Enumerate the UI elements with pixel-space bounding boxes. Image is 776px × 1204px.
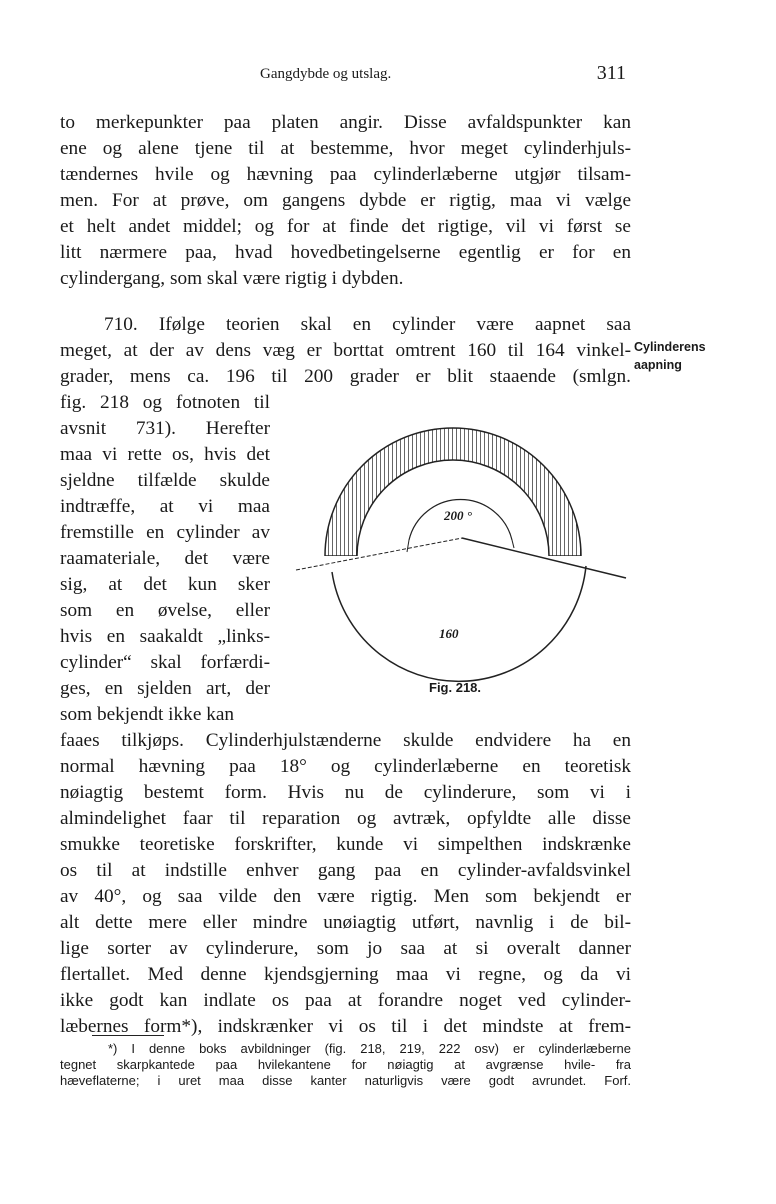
text-line: ene og alene tjene til at bestemme, hvor meget cylinderhjuls- xyxy=(60,138,631,159)
text-line: cylindergang, som skal være rigtig i dybden. xyxy=(60,268,404,289)
cylinder-wall xyxy=(325,428,581,556)
angle-label-160: 160 xyxy=(439,626,459,641)
text-line: læbernes form*), indskrænker vi os til i det mindste at frem- xyxy=(60,1016,631,1037)
text-line: lige sorter av cylinderure, som jo saa at si overalt danner xyxy=(60,938,631,959)
margin-note-line: Cylinderens xyxy=(634,340,706,354)
footnote-rule xyxy=(92,1035,164,1036)
text-line: sjeldne tilfælde skulde xyxy=(60,470,270,491)
text-line: maa vi rette os, hvis det xyxy=(60,444,270,465)
running-title: Gangdybde og utslag. xyxy=(260,66,392,82)
figure-218 xyxy=(284,400,634,700)
footnote-line: hæveflaterne; i uret maa disse kanter naturligvis være godt avrundet. Forf. xyxy=(60,1073,631,1088)
text-line: flertallet. Med denne kjendsgjerning maa vi regne, og da vi xyxy=(60,964,631,985)
page-header xyxy=(60,62,628,92)
page-number: 311 xyxy=(596,62,626,84)
text-line: et helt andet middel; og for at finde det rigtige, vil vi først se xyxy=(60,216,631,237)
text-line: cylinder“ skal forfærdi- xyxy=(60,652,270,673)
text-line: ikke godt kan indlate os paa at forandre noget ved cylinder- xyxy=(60,990,631,1011)
text-line: smukke teoretiske forskrifter, kunde vi simpelthen indskrænke xyxy=(60,834,631,855)
text-line: alt dette mere eller mindre unøiagtig utført, navnlig i de bil- xyxy=(60,912,631,933)
lower-arc-160 xyxy=(332,566,586,681)
text-line: faaes tilkjøps. Cylinderhjulstænderne skulde endvidere ha en xyxy=(60,730,631,751)
text-line: almindelighet faar til reparation og avtræk, opfyldte alle disse xyxy=(60,808,631,829)
angle-label-200: 200 ° xyxy=(444,508,472,523)
text-line: normal hævning paa 18° og cylinderlæberne en teoretisk xyxy=(60,756,631,777)
text-line: meget, at der av dens væg er borttat omtrent 160 til 164 vinkel- xyxy=(60,340,631,361)
text-line: av 40°, og saa vilde den være rigtig. Men som bekjendt er xyxy=(60,886,631,907)
left-lip-line xyxy=(296,538,462,570)
footnote-line: tegnet skarpkantede paa hvilekantene for nøiagtig at avgrænse hvile- fra xyxy=(60,1057,631,1072)
text-line: som bekjendt ikke kan xyxy=(60,704,235,725)
text-line: nøiagtig bestemt form. Hvis nu de cylinderure, som vi i xyxy=(60,782,631,803)
inner-arc-left-tick xyxy=(407,540,409,552)
text-line: som en øvelse, eller xyxy=(60,600,270,621)
inner-arc-right-tick xyxy=(512,540,514,548)
text-line: indtræffe, at vi maa xyxy=(60,496,270,517)
text-line: tændernes hvile og hævning paa cylinderlæberne utgjør tilsam- xyxy=(60,164,631,185)
text-line: sig, at det kun sker xyxy=(60,574,270,595)
text-line: hvis en saakaldt „links- xyxy=(60,626,270,647)
text-line: raamateriale, det være xyxy=(60,548,270,569)
figure-caption: Fig. 218. xyxy=(429,680,482,695)
text-line: os til at indstille enhver gang paa en cylinder-avfaldsvinkel xyxy=(60,860,631,881)
text-line: fig. 218 og fotnoten til xyxy=(60,392,270,413)
text-line: avsnit 731). Herefter xyxy=(60,418,270,439)
text-line: fremstille en cylinder av xyxy=(60,522,270,543)
text-line: 710. Ifølge teorien skal en cylinder være aapnet saa xyxy=(104,314,631,335)
right-lip-line xyxy=(462,538,626,578)
cylinder-diagram xyxy=(284,400,634,700)
margin-note-line: aapning xyxy=(634,358,682,372)
text-line: litt nærmere paa, hvad hovedbetingelserne egentlig er for en xyxy=(60,242,631,263)
text-line: ges, en sjelden art, der xyxy=(60,678,270,699)
footnote-line: *) I denne boks avbildninger (fig. 218, 219, 222 osv) er cylinderlæberne xyxy=(108,1041,631,1056)
text-line: grader, mens ca. 196 til 200 grader er blit staaende (smlgn. xyxy=(60,366,631,387)
text-line: to merkepunkter paa platen angir. Disse avfaldspunkter kan xyxy=(60,112,631,133)
text-line: men. For at prøve, om gangens dybde er rigtig, maa vi vælge xyxy=(60,190,631,211)
